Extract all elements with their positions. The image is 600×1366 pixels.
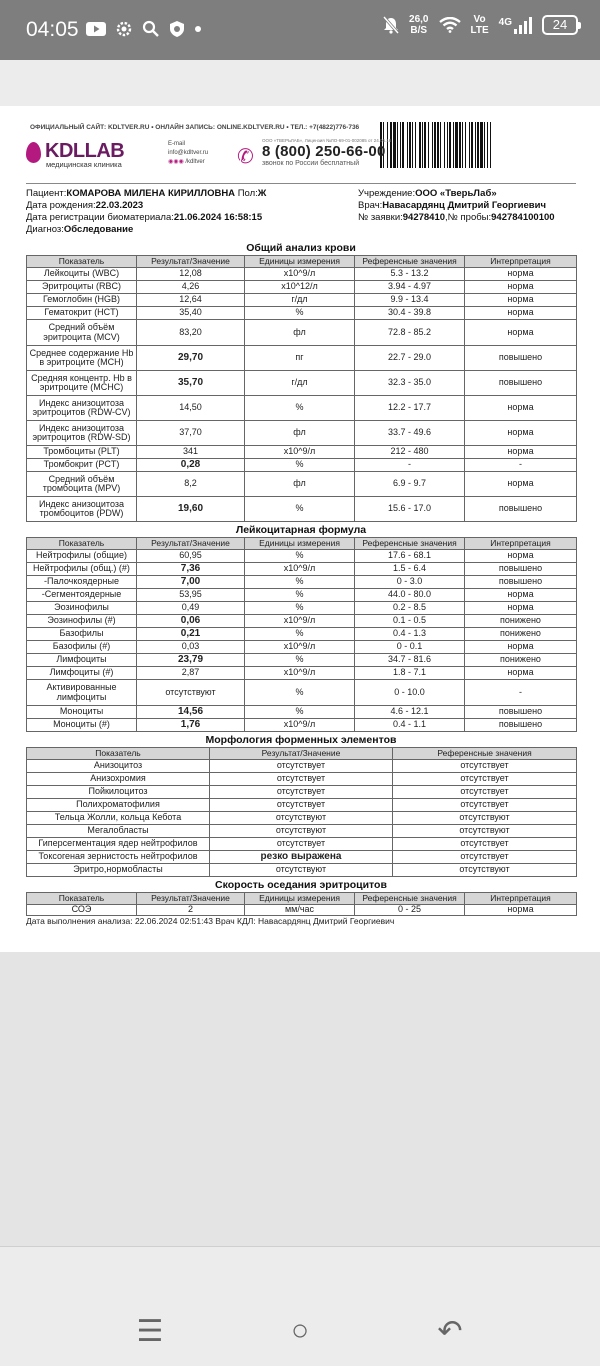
barcode	[380, 122, 576, 168]
table-row	[27, 719, 577, 732]
cell-v: 35,40	[137, 307, 245, 320]
cell-v: отсутствуют	[210, 864, 393, 877]
wifi-icon	[439, 17, 461, 33]
cell-v: 37,70	[137, 421, 245, 446]
cell-u: г/дл	[245, 294, 355, 307]
cell-u: %	[245, 576, 355, 589]
cell-v: 4,26	[137, 281, 245, 294]
cell-v: 2	[137, 905, 245, 916]
cell-n: Гематокрит (HCT)	[27, 307, 137, 320]
cell-u: x10^9/л	[245, 641, 355, 654]
phone-block: ООО «ТВЕРЬЛАБ», Лицензия №ЛО-69-01-002085 от 24.06.16 8 (800) 250-66-00 звонок по России бесплатный	[262, 138, 392, 167]
cell-u: x10^9/л	[245, 268, 355, 281]
cell-u: %	[245, 628, 355, 641]
table-row	[27, 307, 577, 320]
cell-i: -	[465, 680, 577, 706]
cell-n: Моноциты (#)	[27, 719, 137, 732]
cell-i: норма	[465, 307, 577, 320]
cell-u: пг	[245, 346, 355, 371]
viewer-background	[0, 952, 600, 1246]
cell-v: отсутствует	[210, 773, 393, 786]
table-row	[27, 799, 577, 812]
cell-r: 4.6 - 12.1	[355, 706, 465, 719]
col-units: Единицы измерения	[245, 256, 355, 268]
col-name: Показатель	[27, 538, 137, 550]
cell-i: повышено	[465, 563, 577, 576]
patient-dob-line: Дата рождения:22.03.2023	[26, 200, 144, 211]
morph-table	[26, 747, 577, 877]
table-row	[27, 706, 577, 719]
table-row	[27, 773, 577, 786]
cell-v: 1,76	[137, 719, 245, 732]
order-line: № заявки:94278410,№ пробы:942784100100	[358, 212, 555, 223]
cell-i: понижено	[465, 615, 577, 628]
back-button[interactable]: ↶	[437, 1315, 463, 1348]
col-ref: Референсные значения	[355, 538, 465, 550]
cell-n: Полихроматофилия	[27, 799, 210, 812]
cell-v: 23,79	[137, 654, 245, 667]
notification-icons	[86, 20, 202, 38]
table-row	[27, 812, 577, 825]
table-row	[27, 851, 577, 864]
institution-line: Учреждение:ООО «ТверьЛаб»	[358, 188, 497, 199]
table-row	[27, 838, 577, 851]
cell-v: 0,06	[137, 615, 245, 628]
table-row	[27, 641, 577, 654]
youtube-icon	[86, 22, 106, 36]
cell-i: норма	[465, 396, 577, 421]
table-row	[27, 421, 577, 446]
table-row	[27, 602, 577, 615]
cell-i: повышено	[465, 719, 577, 732]
col-name: Показатель	[27, 748, 210, 760]
table-row	[27, 576, 577, 589]
cell-r: 0.4 - 1.3	[355, 628, 465, 641]
cell-n: Эозинофилы (#)	[27, 615, 137, 628]
menu-button[interactable]: ☰	[136, 1315, 164, 1348]
cell-v: 7,00	[137, 576, 245, 589]
cell-i: норма	[465, 589, 577, 602]
cell-r: 6.9 - 9.7	[355, 472, 465, 497]
cell-n: Эритроциты (RBC)	[27, 281, 137, 294]
cell-r: 1.8 - 7.1	[355, 667, 465, 680]
shield-phone-icon	[169, 20, 185, 38]
cell-v: 60,95	[137, 550, 245, 563]
clock: 04:05	[26, 18, 79, 41]
table-row	[27, 294, 577, 307]
cell-i: повышено	[465, 497, 577, 522]
cell-r: 0.4 - 1.1	[355, 719, 465, 732]
cell-v: 12,64	[137, 294, 245, 307]
cell-r: 32.3 - 35.0	[355, 371, 465, 396]
cell-v: отсутствует	[210, 799, 393, 812]
cell-i: норма	[465, 667, 577, 680]
col-units: Единицы измерения	[245, 893, 355, 905]
status-bar	[0, 0, 600, 60]
cell-n: Тельца Жолли, кольца Кебота	[27, 812, 210, 825]
col-name: Показатель	[27, 256, 137, 268]
cell-r: отсутствует	[393, 851, 577, 864]
cell-i: повышено	[465, 576, 577, 589]
cell-v: отсутствуют	[137, 680, 245, 706]
viewer-toolbar	[0, 60, 600, 106]
col-units: Единицы измерения	[245, 538, 355, 550]
col-interp: Интерпретация	[465, 538, 577, 550]
patient-diag-line: Диагноз:Обследование	[26, 224, 134, 235]
table-row	[27, 667, 577, 680]
cell-i: -	[465, 459, 577, 472]
cell-n: СОЭ	[27, 905, 137, 916]
table-row	[27, 268, 577, 281]
cell-v: 12,08	[137, 268, 245, 281]
cell-i: повышено	[465, 346, 577, 371]
cell-n: Индекс анизоцитоза тромбоцитов (PDW)	[27, 497, 137, 522]
cell-v: 14,50	[137, 396, 245, 421]
cell-r: 9.9 - 13.4	[355, 294, 465, 307]
cell-n: Индекс анизоцитоза эритроцитов (RDW-SD)	[27, 421, 137, 446]
table-row	[27, 396, 577, 421]
cell-n: Пойкилоцитоз	[27, 786, 210, 799]
cell-u: x10^9/л	[245, 446, 355, 459]
cell-u: x10^9/л	[245, 667, 355, 680]
cell-r: 33.7 - 49.6	[355, 421, 465, 446]
cell-r: отсутствует	[393, 786, 577, 799]
cell-r: 0 - 10.0	[355, 680, 465, 706]
col-result: Результат/Значение	[137, 893, 245, 905]
cell-n: Средний объём эритроцита (MCV)	[27, 320, 137, 346]
table-row	[27, 497, 577, 522]
cell-n: Токсогеная зернистость нейтрофилов	[27, 851, 210, 864]
analysis-footer: Дата выполнения анализа: 22.06.2024 02:51:43 Врач КДЛ: Навасардянц Дмитрий Георгиевич	[26, 916, 395, 926]
header-divider	[26, 183, 576, 184]
cell-v: 0,28	[137, 459, 245, 472]
esr-table	[26, 892, 577, 916]
cell-n: Гиперсегментация ядер нейтрофилов	[27, 838, 210, 851]
table-row	[27, 760, 577, 773]
cell-u: x10^9/л	[245, 615, 355, 628]
cell-r: 0.2 - 8.5	[355, 602, 465, 615]
col-name: Показатель	[27, 893, 137, 905]
signal-icon: 4G	[499, 17, 532, 34]
table-row	[27, 320, 577, 346]
cell-i: норма	[465, 641, 577, 654]
cell-r: 0.1 - 0.5	[355, 615, 465, 628]
cell-n: -Сегментоядерные	[27, 589, 137, 602]
cell-r: 1.5 - 6.4	[355, 563, 465, 576]
cell-r: 44.0 - 80.0	[355, 589, 465, 602]
cell-n: Гемоглобин (HGB)	[27, 294, 137, 307]
cell-r: 0 - 3.0	[355, 576, 465, 589]
cell-r: 212 - 480	[355, 446, 465, 459]
cbc-table	[26, 255, 577, 522]
cell-n: Индекс анизоцитоза эритроцитов (RDW-CV)	[27, 396, 137, 421]
cell-r: 22.7 - 29.0	[355, 346, 465, 371]
cell-u: %	[245, 654, 355, 667]
table-row	[27, 371, 577, 396]
cell-v: 35,70	[137, 371, 245, 396]
volte-indicator: Vo LTE	[470, 14, 489, 36]
doctor-line: Врач:Навасардянц Дмитрий Георгиевич	[358, 200, 546, 211]
cell-v: 14,56	[137, 706, 245, 719]
net-speed: 26,0 B/S	[409, 14, 429, 36]
mute-icon	[383, 16, 399, 34]
cell-n: Активированные лимфоциты	[27, 680, 137, 706]
table-row	[27, 825, 577, 838]
table-row	[27, 864, 577, 877]
contacts: E-mail info@kdltver.ru ◉◉◉ /kdltver	[168, 141, 209, 165]
cell-i: норма	[465, 602, 577, 615]
cell-v: 341	[137, 446, 245, 459]
cell-u: %	[245, 602, 355, 615]
header-top-line: ОФИЦИАЛЬНЫЙ САЙТ: KDLTVER.RU • ОНЛАЙН ЗАПИСЬ: ONLINE.KDLTVER.RU • ТЕЛ.: +7(4822)776-736	[30, 124, 360, 131]
table-row	[27, 550, 577, 563]
col-interp: Интерпретация	[465, 256, 577, 268]
cell-v: 8,2	[137, 472, 245, 497]
phone-number: 8 (800) 250-66-00	[262, 143, 386, 160]
cell-u: фл	[245, 320, 355, 346]
leuko-title: Лейкоцитарная формула	[235, 524, 367, 536]
social-icons: ◉◉◉	[168, 159, 186, 165]
col-ref: Референсные значения	[393, 748, 577, 760]
cell-i: повышено	[465, 706, 577, 719]
cell-i: норма	[465, 320, 577, 346]
cell-r: отсутствуют	[393, 812, 577, 825]
cell-v: 19,60	[137, 497, 245, 522]
table-row	[27, 472, 577, 497]
settings-icon	[115, 20, 133, 38]
cell-u: %	[245, 396, 355, 421]
cell-n: Анизохромия	[27, 773, 210, 786]
cell-r: отсутствуют	[393, 825, 577, 838]
cell-i: норма	[465, 550, 577, 563]
cell-u: %	[245, 706, 355, 719]
cell-v: отсутствует	[210, 760, 393, 773]
cell-n: Лимфоциты	[27, 654, 137, 667]
cell-n: Тромбоциты (PLT)	[27, 446, 137, 459]
table-row	[27, 680, 577, 706]
cell-n: Тромбокрит (PCT)	[27, 459, 137, 472]
leuko-table	[26, 537, 577, 732]
table-row	[27, 615, 577, 628]
cell-n: Лимфоциты (#)	[27, 667, 137, 680]
table-row	[27, 281, 577, 294]
cell-v: отсутствуют	[210, 812, 393, 825]
cell-i: норма	[465, 472, 577, 497]
cell-n: Лейкоциты (WBC)	[27, 268, 137, 281]
cell-r: 15.6 - 17.0	[355, 497, 465, 522]
cell-v: 0,03	[137, 641, 245, 654]
col-result: Результат/Значение	[137, 256, 245, 268]
cell-u: %	[245, 680, 355, 706]
table-row	[27, 563, 577, 576]
cell-r: отсутствует	[393, 799, 577, 812]
phone-icon: ✆	[237, 146, 254, 168]
cell-n: Нейтрофилы (общ.) (#)	[27, 563, 137, 576]
logo-drop-icon	[26, 142, 41, 163]
cell-r: отсутствуют	[393, 864, 577, 877]
cell-r: -	[355, 459, 465, 472]
cell-i: норма	[465, 281, 577, 294]
cell-n: Базофилы (#)	[27, 641, 137, 654]
cell-n: Базофилы	[27, 628, 137, 641]
cell-v: отсутствуют	[210, 825, 393, 838]
cell-n: Эозинофилы	[27, 602, 137, 615]
cell-v: 29,70	[137, 346, 245, 371]
cell-v: 7,36	[137, 563, 245, 576]
cbc-title: Общий анализ крови	[246, 242, 356, 254]
battery-icon: 24	[542, 15, 578, 35]
table-row	[27, 628, 577, 641]
cell-u: фл	[245, 421, 355, 446]
cell-r: отсутствует	[393, 760, 577, 773]
col-result: Результат/Значение	[137, 538, 245, 550]
col-ref: Референсные значения	[355, 893, 465, 905]
cell-u: %	[245, 497, 355, 522]
cell-i: повышено	[465, 371, 577, 396]
cell-r: 34.7 - 81.6	[355, 654, 465, 667]
cell-u: %	[245, 589, 355, 602]
cell-u: %	[245, 307, 355, 320]
cell-v: 83,20	[137, 320, 245, 346]
cell-i: понижено	[465, 654, 577, 667]
cell-u: фл	[245, 472, 355, 497]
cell-n: -Палочкоядерные	[27, 576, 137, 589]
col-result: Результат/Значение	[210, 748, 393, 760]
cell-v: 53,95	[137, 589, 245, 602]
cell-i: норма	[465, 905, 577, 916]
social-handle: ◉◉◉ /kdltver	[168, 159, 205, 165]
navigation-bar	[0, 1296, 600, 1366]
cell-r: 17.6 - 68.1	[355, 550, 465, 563]
system-icons	[383, 14, 578, 36]
cell-i: норма	[465, 446, 577, 459]
esr-title: Скорость оседания эритроцитов	[215, 879, 387, 891]
cell-r: 5.3 - 13.2	[355, 268, 465, 281]
patient-reg-line: Дата регистрации биоматериала:21.06.2024 16:58:15	[26, 212, 263, 223]
col-ref: Референсные значения	[355, 256, 465, 268]
cell-r: 30.4 - 39.8	[355, 307, 465, 320]
cell-v: 0,49	[137, 602, 245, 615]
cell-n: Среднее содержание Hb в эритроците (MCH)	[27, 346, 137, 371]
cell-u: x10^12/л	[245, 281, 355, 294]
cell-r: отсутствует	[393, 773, 577, 786]
cell-v: отсутствует	[210, 838, 393, 851]
home-button[interactable]: ○	[290, 1314, 310, 1347]
cell-n: Средний объём тромбоцита (MPV)	[27, 472, 137, 497]
cell-u: x10^9/л	[245, 719, 355, 732]
table-row	[27, 446, 577, 459]
table-row	[27, 786, 577, 799]
cell-v: отсутствует	[210, 786, 393, 799]
cell-n: Анизоцитоз	[27, 760, 210, 773]
morph-title: Морфология форменных элементов	[205, 734, 397, 746]
cell-r: 12.2 - 17.7	[355, 396, 465, 421]
table-row	[27, 589, 577, 602]
table-row	[27, 459, 577, 472]
table-row	[27, 654, 577, 667]
patient-name-line: Пациент:КОМАРОВА МИЛЕНА КИРИЛЛОВНА Пол:Ж	[26, 188, 267, 199]
cell-v: 0,21	[137, 628, 245, 641]
cell-u: %	[245, 459, 355, 472]
cell-r: 0 - 0.1	[355, 641, 465, 654]
cell-i: норма	[465, 268, 577, 281]
table-row	[27, 346, 577, 371]
cell-u: x10^9/л	[245, 563, 355, 576]
cell-r: 0 - 25	[355, 905, 465, 916]
cell-i: норма	[465, 294, 577, 307]
cell-i: норма	[465, 421, 577, 446]
search-icon	[142, 20, 160, 38]
cell-u: г/дл	[245, 371, 355, 396]
cell-v: резко выражена	[210, 851, 393, 864]
dot-icon	[194, 25, 202, 33]
cell-i: понижено	[465, 628, 577, 641]
cell-n: Нейтрофилы (общие)	[27, 550, 137, 563]
cell-n: Эритро,нормобласты	[27, 864, 210, 877]
cell-v: 2,87	[137, 667, 245, 680]
table-row	[27, 905, 577, 916]
cell-n: Моноциты	[27, 706, 137, 719]
cell-r: отсутствует	[393, 838, 577, 851]
cell-u: %	[245, 550, 355, 563]
divider	[0, 1246, 600, 1247]
cell-r: 72.8 - 85.2	[355, 320, 465, 346]
cell-n: Средняя концентр. Hb в эритроците (MCHC)	[27, 371, 137, 396]
cell-u: мм/час	[245, 905, 355, 916]
cell-r: 3.94 - 4.97	[355, 281, 465, 294]
col-interp: Интерпретация	[465, 893, 577, 905]
cell-n: Мегалобласты	[27, 825, 210, 838]
